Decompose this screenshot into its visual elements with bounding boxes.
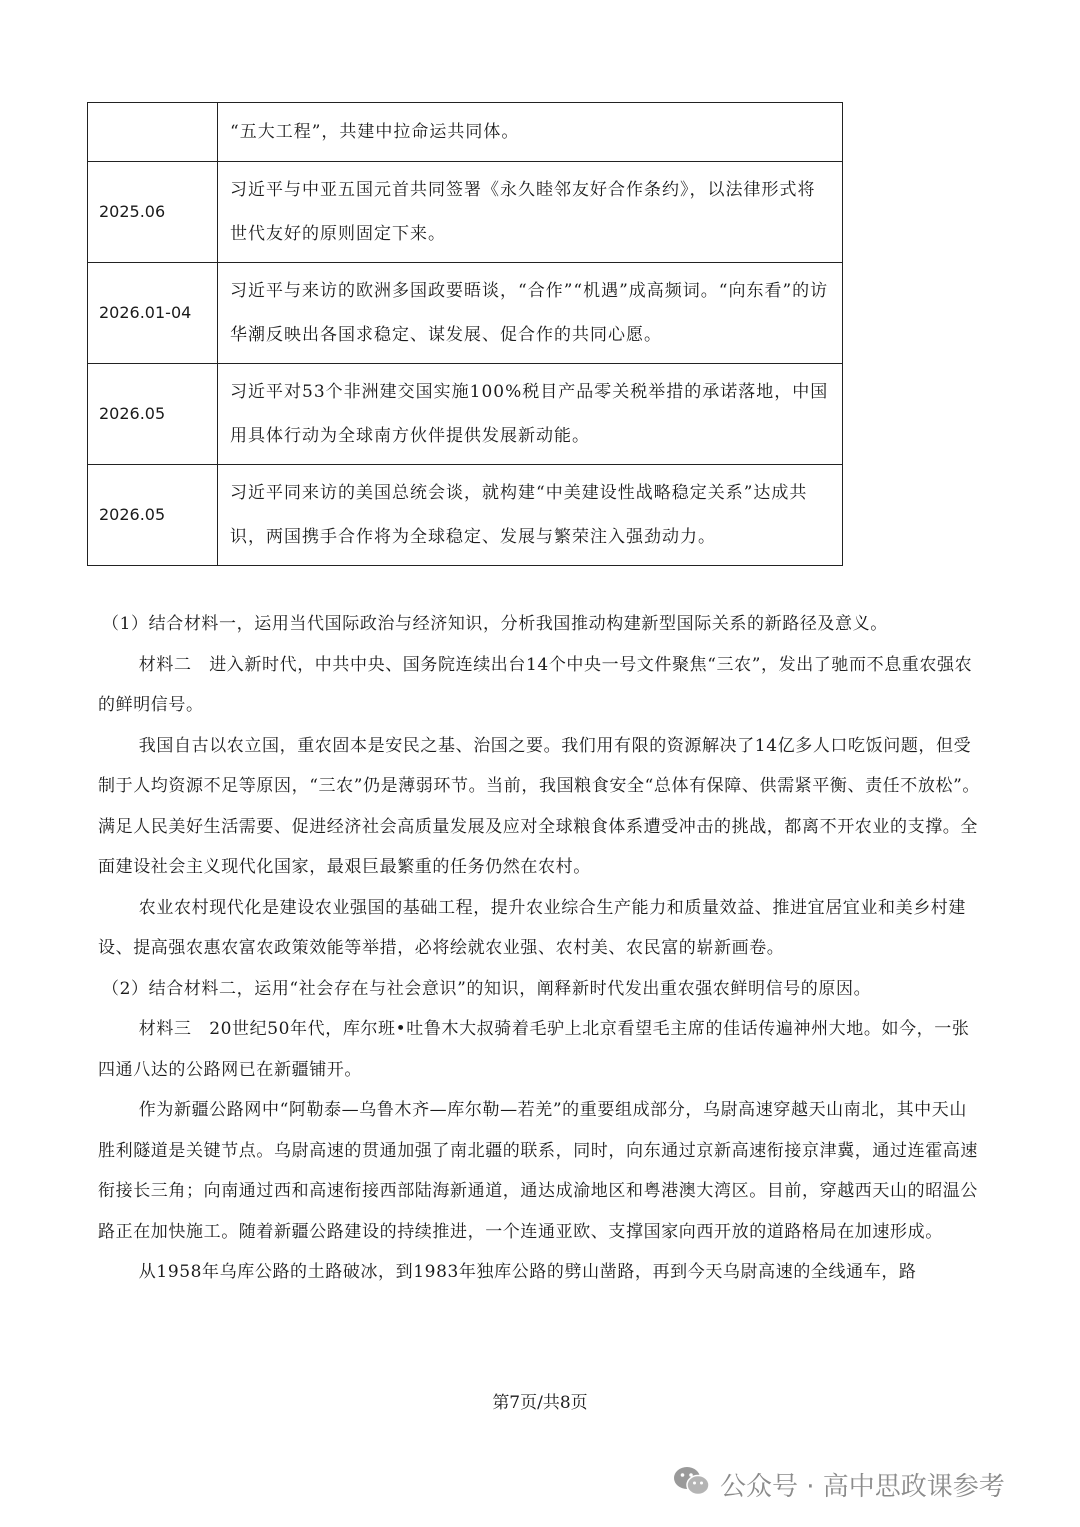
table-text-cell: 习近平对53个非洲建交国实施100%税目产品零关税举措的承诺落地，中国用具体行动为全球南方伙伴提供发展新动能。 (218, 364, 843, 465)
question-2: （2）结合材料二，运用“社会存在与社会意识”的知识，阐释新时代发出重农强农鲜明信号的原因。 (102, 978, 872, 999)
table-text-cell: “五大工程”，共建中拉命运共同体。 (218, 103, 843, 162)
page-number: 第7页/共8页 (492, 1393, 588, 1413)
material-3-paragraph-1: 材料三 20世纪50年代，库尔班•吐鲁木大叔骑着毛驴上北京看望毛主席的佳话传遍神州大地。如今，一张四通八达的公路网已在新疆铺开。 (98, 1019, 970, 1080)
table-date-cell: 2025.06 (88, 162, 218, 263)
material-2-paragraph-1: 材料二 进入新时代，中共中央、国务院连续出台14个中央一号文件聚焦“三农”，发出了驰而不息重农强农的鲜明信号。 (98, 654, 973, 715)
table-date-cell: 2026.05 (88, 364, 218, 465)
table-row (88, 465, 843, 566)
wechat-icon (672, 1464, 712, 1505)
material-3-paragraph-2: 作为新疆公路网中“阿勒泰—乌鲁木齐—库尔勒—若羌”的重要组成部分，乌尉高速穿越天山南北，其中天山胜利隧道是关键节点。乌尉高速的贯通加强了南北疆的联系，同时，向东通过京新高速衔接京津冀，通过连霍高速衔接长三角；向南通过西和高速衔接西部陆海新通道，通达成渝地区和粤港澳大湾区。目前，穿越西天山的昭温公路正在加快施工。随着新疆公路建设的持续推进，一个连通亚欧、支撑国家向西开放的道路格局在加速形成。 (98, 1100, 978, 1242)
table-date-cell (88, 103, 218, 162)
table-row (88, 103, 843, 162)
watermark (672, 1462, 1005, 1506)
table-row (88, 162, 843, 263)
table-text-cell: 习近平同来访的美国总统会谈，就构建“中美建设性战略稳定关系”达成共识，两国携手合作将为全球稳定、发展与繁荣注入强劲动力。 (218, 465, 843, 566)
table-text-cell: 习近平与来访的欧洲多国政要晤谈，“合作”“机遇”成高频词。“向东看”的访华潮反映出各国求稳定、谋发展、促合作的共同心愿。 (218, 263, 843, 364)
material-2-paragraph-2: 我国自古以农立国，重农固本是安民之基、治国之要。我们用有限的资源解决了14亿多人口吃饭问题，但受制于人均资源不足等原因，“三农”仍是薄弱环节。当前，我国粮食安全“总体有保障、供需紧平衡、责任不放松”。满足人民美好生活需要、促进经济社会高质量发展及应对全球粮食体系遭受冲击的挑战，都离不开农业的支撑。全面建设社会主义现代化国家，最艰巨最繁重的任务仍然在农村。 (98, 735, 980, 877)
document-body (98, 604, 984, 1293)
timeline-table (87, 102, 843, 566)
table-date-cell: 2026.05 (88, 465, 218, 566)
table-row (88, 263, 843, 364)
material-3-paragraph-3: 从1958年乌库公路的土路破冰，到1983年独库公路的劈山凿路，再到今天乌尉高速的全线通车，路 (138, 1262, 917, 1282)
question-1: （1）结合材料一，运用当代国际政治与经济知识，分析我国推动构建新型国际关系的新路径及意义。 (102, 614, 888, 634)
material-2-paragraph-3: 农业农村现代化是建设农业强国的基础工程，提升农业综合生产能力和质量效益、推进宜居宜业和美乡村建设、提高强农惠农富农政策效能等举措，必将绘就农业强、农村美、农民富的崭新画卷。 (98, 897, 966, 958)
table-date-cell: 2026.01-04 (88, 263, 218, 364)
table-text-cell: 习近平与中亚五国元首共同签署《永久睦邻友好合作条约》，以法律形式将世代友好的原则固定下来。 (218, 162, 843, 263)
table-row (88, 364, 843, 465)
watermark-text: 公众号 · 高中思政课参考 (720, 1471, 1005, 1502)
